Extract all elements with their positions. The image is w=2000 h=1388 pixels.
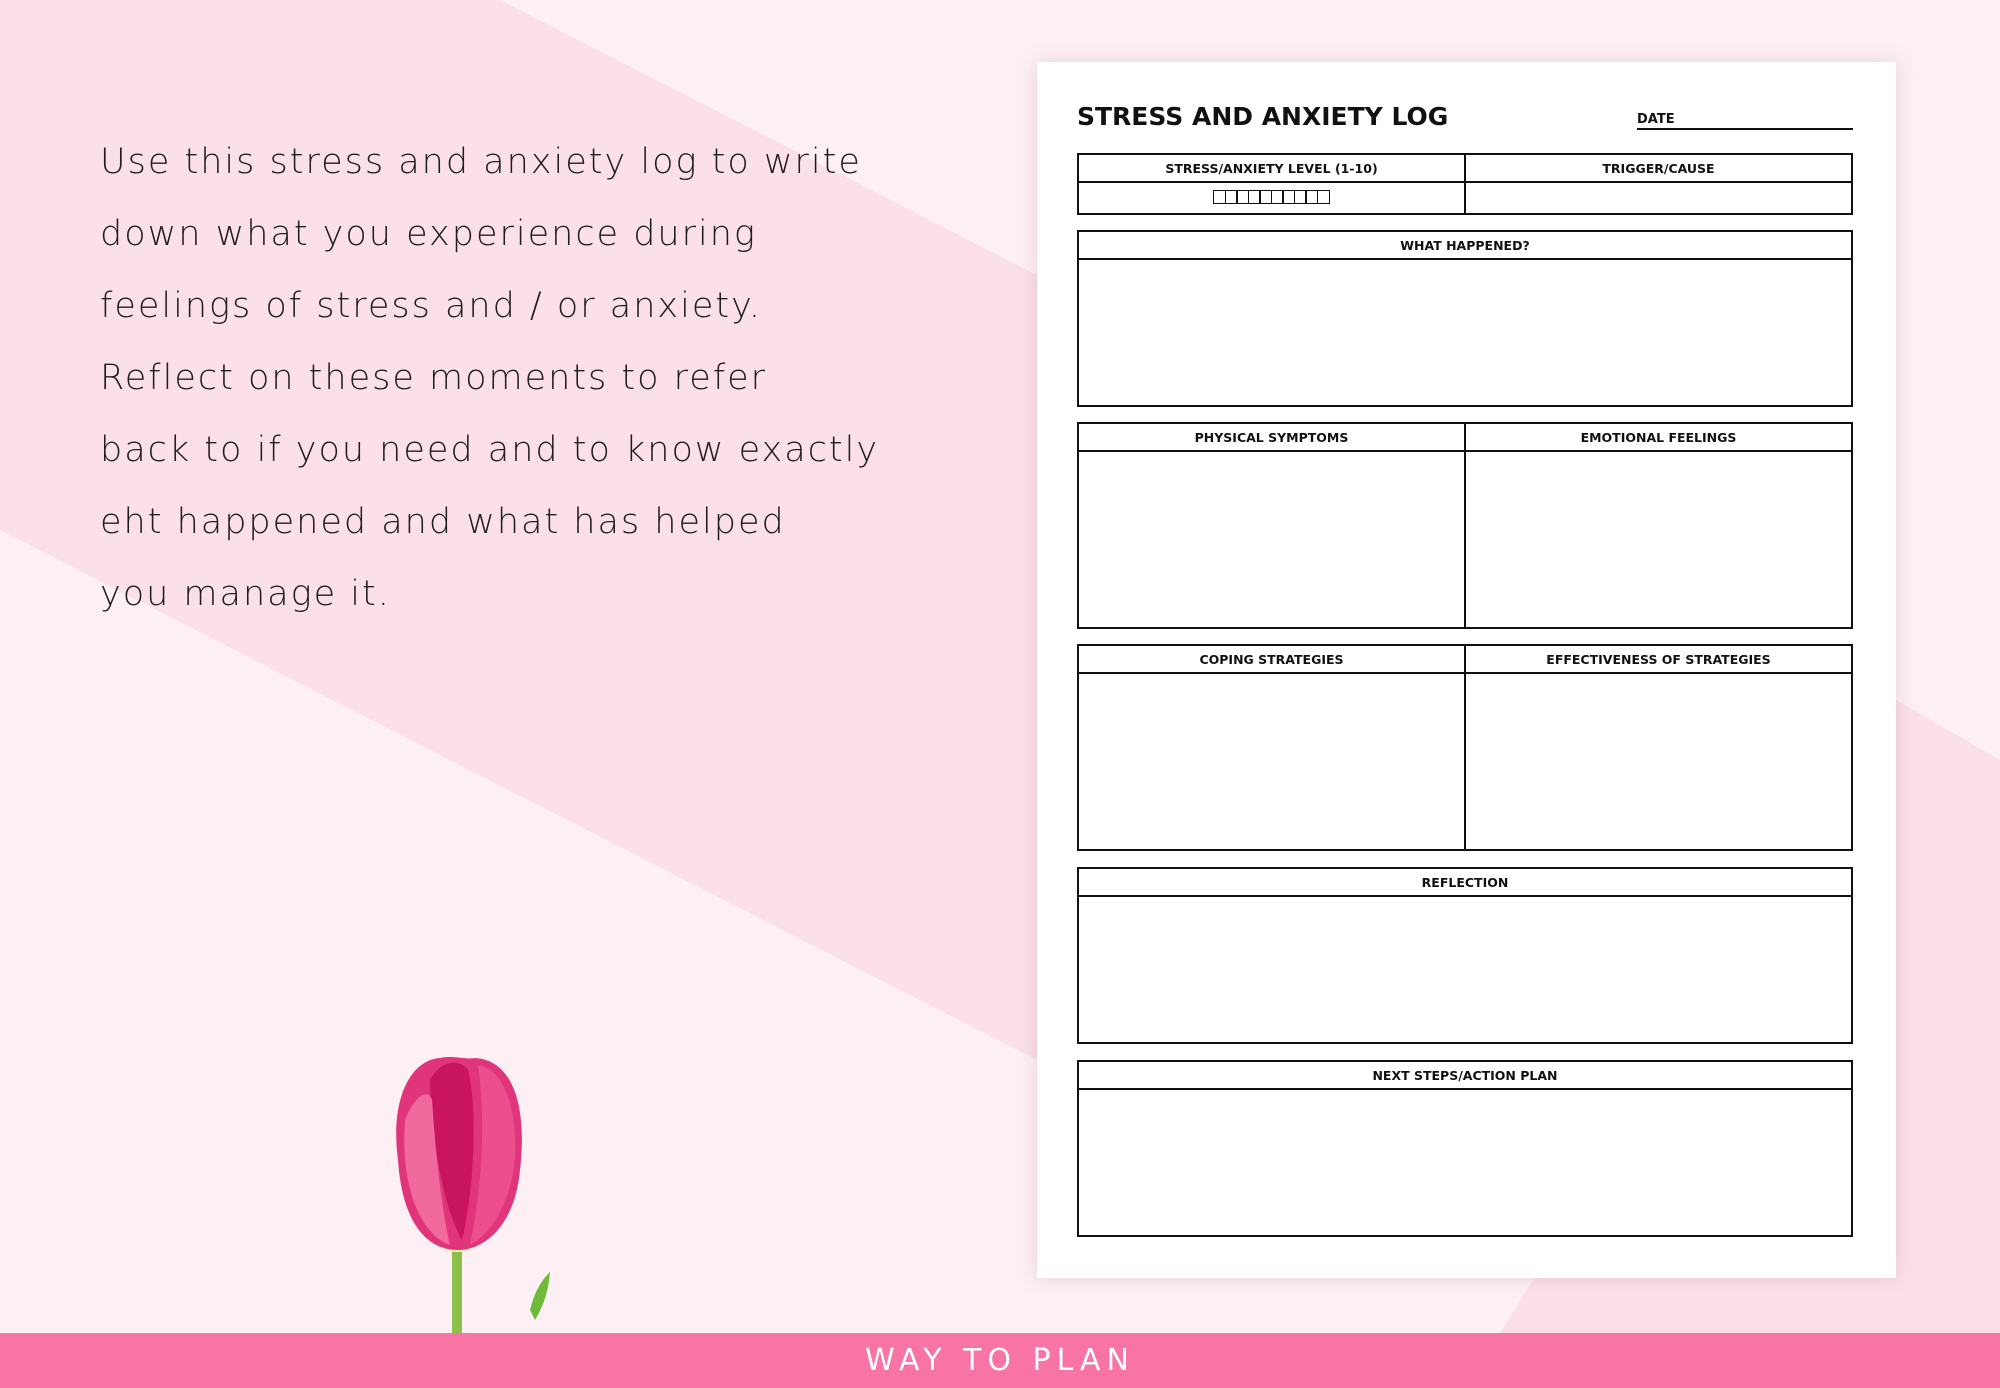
strategies-section [1077,644,1853,851]
effectiveness-label: EFFECTIVENESS OF STRATEGIES [1466,646,1851,674]
emotional-feelings-cell [1464,424,1851,627]
coping-strategies-cell [1079,646,1464,849]
what-happened-label: WHAT HAPPENED? [1079,232,1851,260]
trigger-label: TRIGGER/CAUSE [1466,155,1851,183]
tulip-image [370,1040,570,1340]
stress-level-scale [1079,183,1464,211]
reflection-input[interactable] [1079,897,1851,1042]
symptoms-feelings-section [1077,422,1853,629]
what-happened-section [1077,230,1853,407]
intro-text [100,126,980,630]
coping-strategies-label: COPING STRATEGIES [1079,646,1464,674]
reflection-label: REFLECTION [1079,869,1851,897]
intro-line: feelings of stress and / or anxiety. [100,286,762,326]
intro-line: back to if you need and to know exactly [100,430,880,470]
footer-brand: WAY TO PLAN [0,1333,2000,1388]
intro-line: eht happened and what has helped [100,502,786,542]
stress-level-cell [1079,155,1464,213]
intro-line: you manage it. [100,574,391,614]
effectiveness-input[interactable] [1466,674,1851,849]
trigger-input[interactable] [1466,183,1851,211]
next-steps-label: NEXT STEPS/ACTION PLAN [1079,1062,1851,1090]
intro-line: Reflect on these moments to refer [100,358,768,398]
intro-line: Use this stress and anxiety log to write [100,142,862,182]
level-trigger-table [1077,153,1853,215]
reflection-section [1077,867,1853,1044]
what-happened-input[interactable] [1079,260,1851,405]
next-steps-section [1077,1060,1853,1237]
date-field[interactable]: DATE [1637,112,1853,130]
coping-strategies-input[interactable] [1079,674,1464,849]
log-sheet [1037,62,1896,1278]
stress-level-label: STRESS/ANXIETY LEVEL (1-10) [1079,155,1464,183]
emotional-feelings-input[interactable] [1466,452,1851,627]
level-box-10[interactable] [1317,190,1330,204]
next-steps-input[interactable] [1079,1090,1851,1235]
physical-symptoms-label: PHYSICAL SYMPTOMS [1079,424,1464,452]
emotional-feelings-label: EMOTIONAL FEELINGS [1466,424,1851,452]
physical-symptoms-cell [1079,424,1464,627]
sheet-title: STRESS AND ANXIETY LOG [1077,102,1449,131]
physical-symptoms-input[interactable] [1079,452,1464,627]
intro-line: down what you experience during [100,214,757,254]
trigger-cell [1464,155,1851,213]
effectiveness-cell [1464,646,1851,849]
